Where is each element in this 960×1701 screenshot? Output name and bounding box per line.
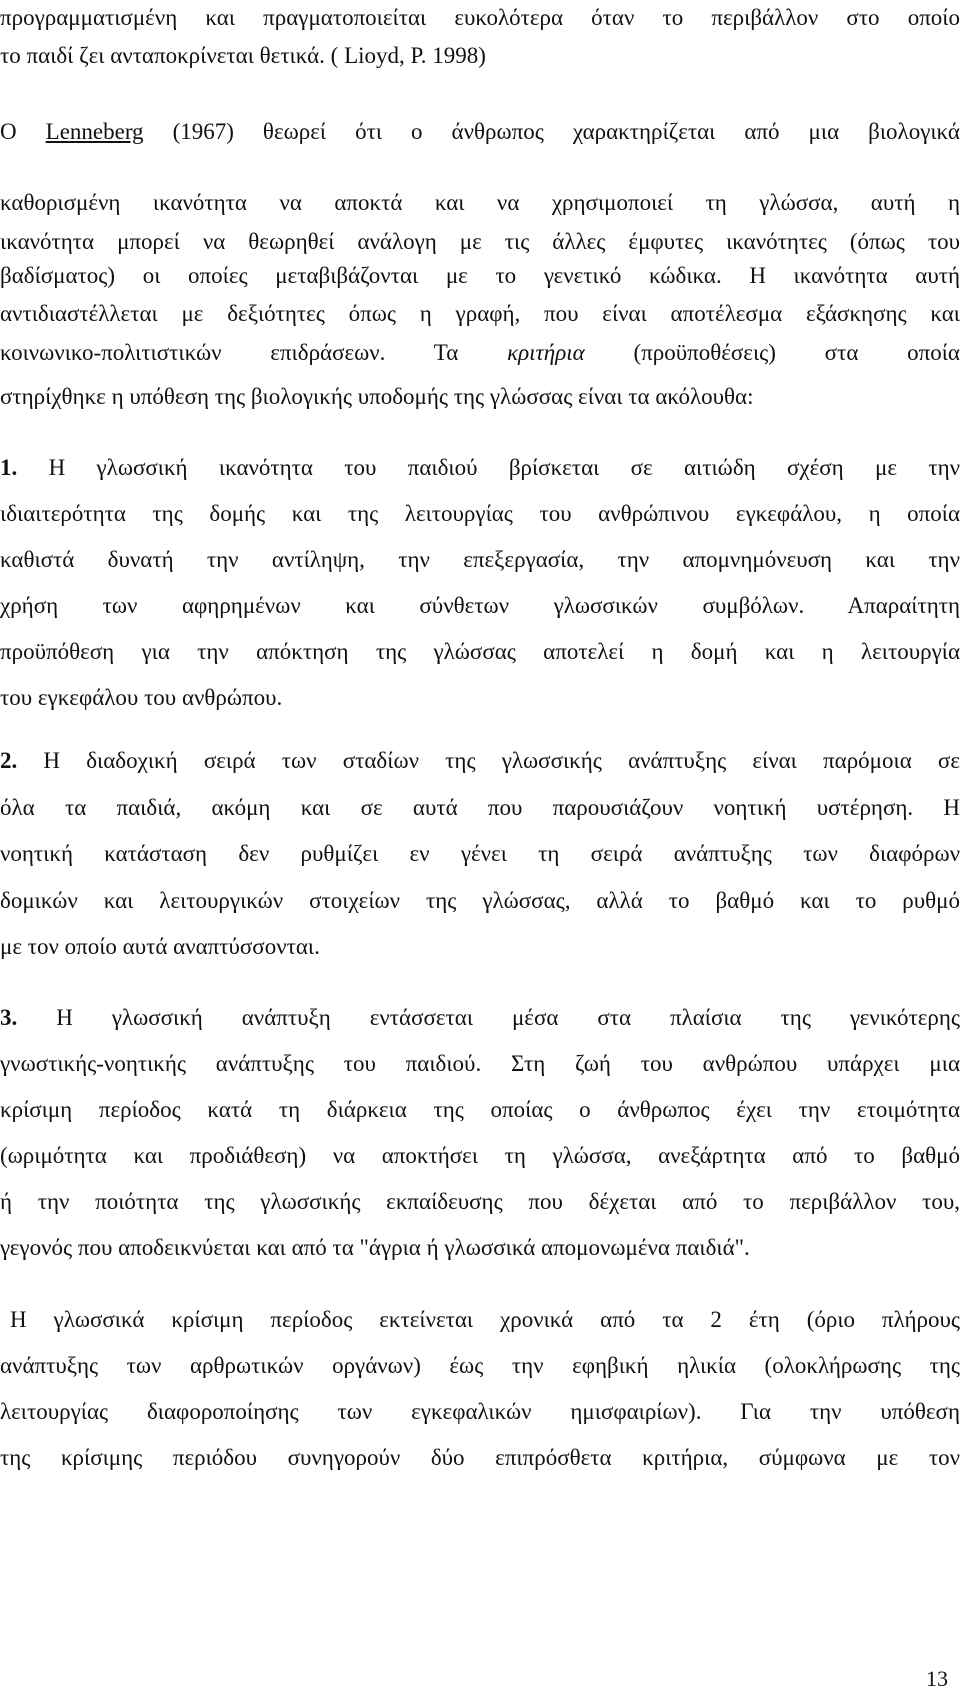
text-fragment: Η γλωσσικά κρίσιμη περίοδος εκτείνεται χρονικά από τα 2 έτη (όριο πλήρους [10, 1307, 960, 1332]
list-number: 2. [0, 748, 18, 773]
text-line [0, 339, 960, 367]
text-line: λειτουργίας διαφοροποίησης των εγκεφαλικών ημισφαιρίων). Για την υπόθεση [0, 1399, 960, 1424]
list-number: 1. [0, 455, 18, 480]
text-line [0, 118, 960, 146]
text-line: χρήση των αφηρημένων και σύνθετων γλωσσικών συμβόλων. Απαραίτητη [0, 593, 960, 618]
text-line: στηρίχθηκε η υπόθεση της βιολογικής υποδομής της γλώσσας είναι τα ακόλουθα: [0, 384, 754, 409]
italic-term: κριτήρια [507, 340, 585, 365]
text-line: καθορισμένη ικανότητα να αποκτά και να χρησιμοποιεί τη γλώσσα, αυτή η [0, 190, 960, 215]
text-line [0, 454, 960, 482]
text-line: της κρίσιμης περιόδου συνηγορούν δύο επιπρόσθετα κριτήρια, σύμφωνα με τον [0, 1445, 960, 1470]
text-line: βαδίσματος) οι οποίες μεταβιβάζονται με το γενετικό κώδικα. Η ικανότητα αυτή [0, 263, 960, 288]
text-fragment: (1967) θεωρεί ότι ο άνθρωπος χαρακτηρίζεται από μια βιολογικά [143, 119, 960, 144]
text-fragment: Η γλωσσική ικανότητα του παιδιού βρίσκεται σε αιτιώδη σχέση με την [17, 455, 960, 480]
text-line: το παιδί ζει ανταποκρίνεται θετικά. ( Lioyd, P. 1998) [0, 43, 486, 68]
text-line [0, 1004, 960, 1032]
text-line: ανάπτυξης των αρθρωτικών οργάνων) έως την εφηβική ηλικία (ολοκλήρωσης της [0, 1353, 960, 1378]
text-line [0, 1306, 960, 1334]
text-line [0, 747, 960, 775]
text-line: ικανότητα μπορεί να θεωρηθεί ανάλογη με τις άλλες έμφυτες ικανότητες (όπως του [0, 229, 960, 254]
author-name-underlined: Lenneberg [45, 119, 144, 144]
page-number: 13 [926, 1666, 948, 1691]
text-line: αντιδιαστέλλεται με δεξιότητες όπως η γραφή, που είναι αποτέλεσμα εξάσκησης και [0, 301, 960, 326]
list-number: 3. [0, 1005, 18, 1030]
text-line: με τον οποίο αυτά αναπτύσσονται. [0, 934, 320, 959]
text-line: κρίσιμη περίοδος κατά τη διάρκεια της οποίας ο άνθρωπος έχει την ετοιμότητα [0, 1097, 960, 1122]
text-line: νοητική κατάσταση δεν ρυθμίζει εν γένει τη σειρά ανάπτυξης των διαφόρων [0, 841, 960, 866]
text-line: προϋπόθεση για την απόκτηση της γλώσσας αποτελεί η δομή και η λειτουργία [0, 639, 960, 664]
text-line: γνωστικής-νοητικής ανάπτυξης του παιδιού. Στη ζωή του ανθρώπου υπάρχει μια [0, 1051, 960, 1076]
text-line: του εγκεφάλου του ανθρώπου. [0, 685, 283, 710]
text-line: καθιστά δυνατή την αντίληψη, την επεξεργασία, την απομνημόνευση και την [0, 547, 960, 572]
text-line: ιδιαιτερότητα της δομής και της λειτουργίας του ανθρώπινου εγκεφάλου, η οποία [0, 501, 960, 526]
text-line: δομικών και λειτουργικών στοιχείων της γλώσσας, αλλά το βαθμό και το ρυθμό [0, 888, 960, 913]
text-fragment: (προϋποθέσεις) στα οποία [584, 340, 960, 365]
text-line: όλα τα παιδιά, ακόμη και σε αυτά που παρουσιάζουν νοητική υστέρηση. Η [0, 795, 960, 820]
text-line: (ωριμότητα και προδιάθεση) να αποκτήσει τη γλώσσα, ανεξάρτητα από το βαθμό [0, 1143, 960, 1168]
text-line: προγραμματισμένη και πραγματοποιείται ευκολότερα όταν το περιβάλλον στο οποίο [0, 5, 960, 30]
text-fragment: Η γλωσσική ανάπτυξη εντάσσεται μέσα στα πλαίσια της γενικότερης [17, 1005, 960, 1030]
text-fragment: Ο [0, 119, 46, 144]
text-line: γεγονός που αποδεικνύεται και από τα "άγρια ή γλωσσικά απομονωμένα παιδιά". [0, 1235, 750, 1260]
text-fragment: κοινωνικο-πολιτιστικών επιδράσεων. Τα [0, 340, 508, 365]
text-line: ή την ποιότητα της γλωσσικής εκπαίδευσης που δέχεται από το περιβάλλον του, [0, 1189, 960, 1214]
text-fragment: Η διαδοχική σειρά των σταδίων της γλωσσικής ανάπτυξης είναι παρόμοια σε [17, 748, 960, 773]
